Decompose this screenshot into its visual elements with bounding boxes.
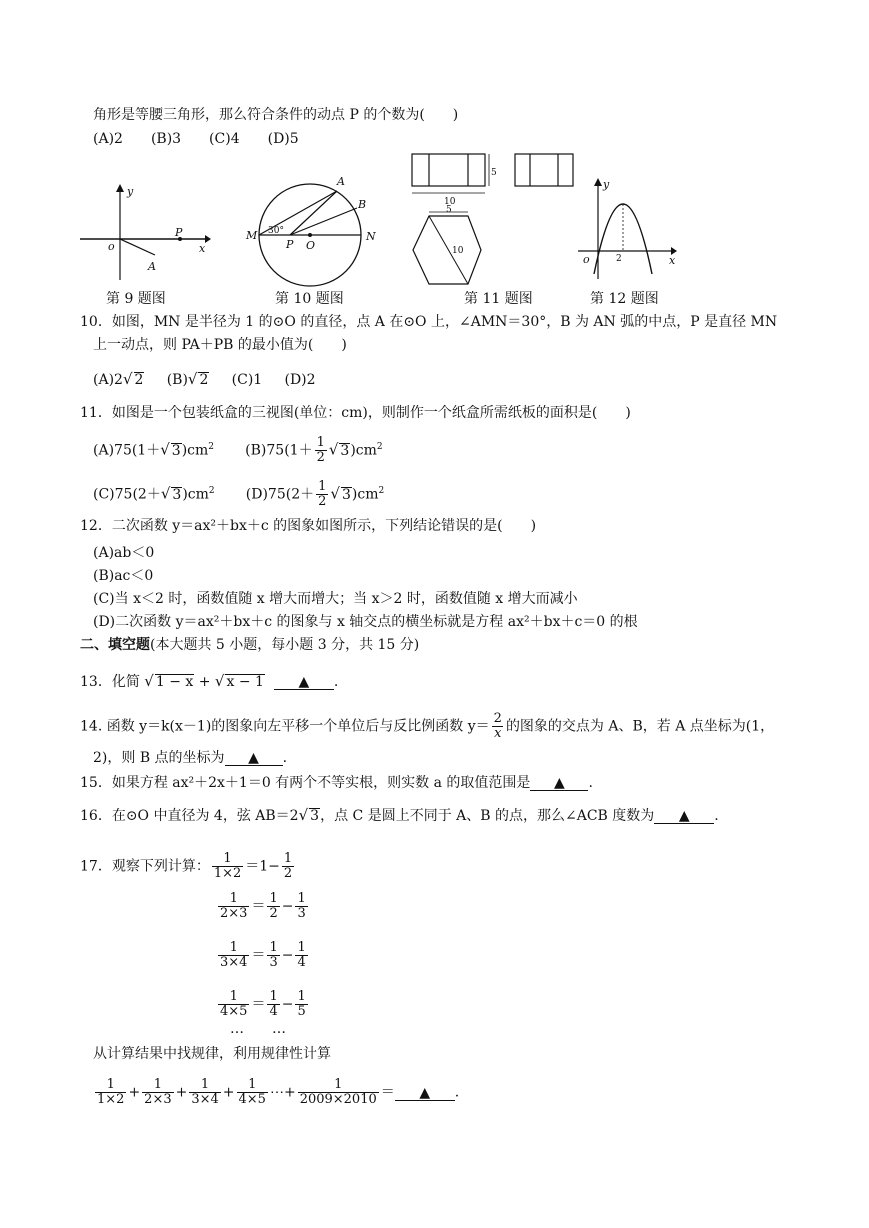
- fig12-diagram: [573, 174, 683, 284]
- fig12-y: y: [603, 178, 610, 191]
- fig9-diagram: [75, 180, 215, 290]
- q13: 13．化简 √ 1 − x + √ x − 1 ▲ .: [80, 672, 339, 690]
- q10-optB: (B): [166, 372, 188, 388]
- q12-optD: (D)二次函数 y＝ax²＋bx＋c 的图象与 x 轴交点的横坐标就是方程 ax²＋bx＋c＝0 的根: [93, 614, 638, 630]
- q14-line2: 2)，则 B 点的坐标为 ▲ .: [93, 750, 288, 766]
- q10-line2: 上一动点，则 PA＋PB 的最小值为( ): [93, 337, 347, 353]
- q14-line1: 14. 函数 y＝k(x－1)的图象向左平移一个单位后与反比例函数 y＝ $\frac{2}{x}$ 的图象的交点为 A、B，若 A 点坐标为(1，: [80, 711, 775, 741]
- q10-optA: (A)2: [93, 372, 123, 388]
- fig12-two: 2: [616, 254, 622, 264]
- fig9-a: A: [148, 260, 156, 273]
- fig9-o: o: [108, 240, 115, 253]
- q11-row2: (C)75(2＋√ $3)cm^2$ (D)75(2＋ $\frac{1}{2}$ √ $3)cm^2$: [93, 479, 385, 509]
- q17-blank: ▲: [395, 1086, 455, 1101]
- fig11-d10a: 10: [444, 197, 456, 207]
- q17-row2: $\frac{1}{2\times 3}$ ＝ $\frac{1}{2}$ − $\frac{1}{3}$: [220, 891, 306, 921]
- fig11-d5a: 5: [491, 168, 497, 178]
- fig11-caption: 第 11 题图: [464, 291, 533, 307]
- fig10-o: O: [306, 239, 316, 252]
- fig10-caption: 第 10 题图: [275, 291, 344, 307]
- fig10-a: A: [337, 175, 345, 188]
- q15: 15．如果方程 ax²＋2x＋1＝0 有两个不等实根，则实数 a 的取值范围是 ▲ .: [80, 775, 593, 791]
- q12-optB: (B)ac＜0: [93, 568, 154, 584]
- fig10-b: B: [358, 198, 367, 211]
- fig12-o: o: [583, 253, 590, 266]
- q9-options: (A)2 (B)3 (C)4 (D)5: [93, 131, 299, 147]
- fig10-p: P: [286, 238, 294, 251]
- fig9-x: x: [199, 242, 206, 255]
- fig12-caption: 第 12 题图: [590, 291, 659, 307]
- q10-optD: (D)2: [284, 372, 316, 388]
- q10-line1: 10．如图，MN 是半径为 1 的⊙O 的直径，点 A 在⊙O 上，∠AMN＝30°，B 为 AN 弧的中点，P 是直径 MN: [80, 314, 778, 330]
- q10-optC: (C)1: [231, 372, 263, 388]
- q11-line1: 11．如图是一个包装纸盒的三视图(单位：cm)，则制作一个纸盒所需纸板的面积是( ): [80, 405, 631, 421]
- fig10-n: N: [366, 230, 376, 243]
- q15-blank: ▲: [530, 776, 588, 791]
- fig9-p: P: [175, 226, 183, 239]
- q11-row1: (A)75(1＋√ $3)cm^2$ (B)75(1＋ $\frac{1}{2}$ √ $3)cm^2$: [93, 435, 383, 465]
- q17-sum: $\frac{1}{1\times 2}$ + $\frac{1}{2\times 3}$ + $\frac{1}{3\times 4}$ + $\frac{1}{4\times 5}$ ⋯+ $\frac{1}{2009\times 2010}$ ＝ ▲ .: [97, 1077, 460, 1107]
- fig10-diagram: [240, 172, 380, 287]
- q10-optB-rad: 2: [199, 372, 209, 388]
- fig10-angle: 30°: [268, 226, 284, 236]
- q12-optA: (A)ab＜0: [93, 545, 155, 561]
- fig11-d10b: 10: [452, 246, 464, 256]
- q17-row1: 17．观察下列计算： $\frac{1}{1\times 2}$ ＝1− $\frac{1}{2}$: [80, 851, 293, 881]
- q12-line1: 12．二次函数 y＝ax²＋bx＋c 的图象如图所示，下列结论错误的是( ): [80, 518, 537, 534]
- q16: 16．在⊙O 中直径为 4，弦 AB＝2√ 3，点 C 是圆上不同于 A、B 的点，那么∠ACB 度数为 ▲ .: [80, 806, 719, 824]
- q13-blank: ▲: [274, 675, 334, 690]
- fig12-x: x: [669, 254, 676, 267]
- fig11-d5b: 5: [446, 205, 452, 215]
- q14-blank: ▲: [225, 751, 283, 766]
- section2-title: 二、填空题: [80, 637, 150, 653]
- q17-dots: … …: [230, 1021, 286, 1037]
- q10-optA-rad: 2: [134, 372, 144, 388]
- section2-desc: (本大题共 5 小题，每小题 3 分，共 15 分): [150, 637, 420, 653]
- q12-optC: (C)当 x＜2 时，函数值随 x 增大而增大；当 x＞2 时，函数值随 x 增大而减小: [93, 591, 578, 607]
- section2-heading: [80, 636, 419, 654]
- q10-options: (A)2√ 2 (B)√ 2 (C)1 (D)2: [93, 370, 316, 388]
- fig11-diagram: [405, 148, 580, 288]
- fig9-y: y: [127, 185, 134, 198]
- q16-blank: ▲: [654, 809, 714, 824]
- q17-row4: $\frac{1}{4\times 5}$ ＝ $\frac{1}{4}$ − $\frac{1}{5}$: [220, 989, 306, 1019]
- fig9-caption: 第 9 题图: [106, 291, 166, 307]
- q17-row3: $\frac{1}{3\times 4}$ ＝ $\frac{1}{3}$ − $\frac{1}{4}$: [220, 940, 306, 970]
- q9-text: 角形是等腰三角形，那么符合条件的动点 P 的个数为( ): [93, 107, 459, 123]
- q17-instr: 从计算结果中找规律，利用规律性计算: [93, 1046, 331, 1062]
- fig10-m: M: [246, 229, 258, 242]
